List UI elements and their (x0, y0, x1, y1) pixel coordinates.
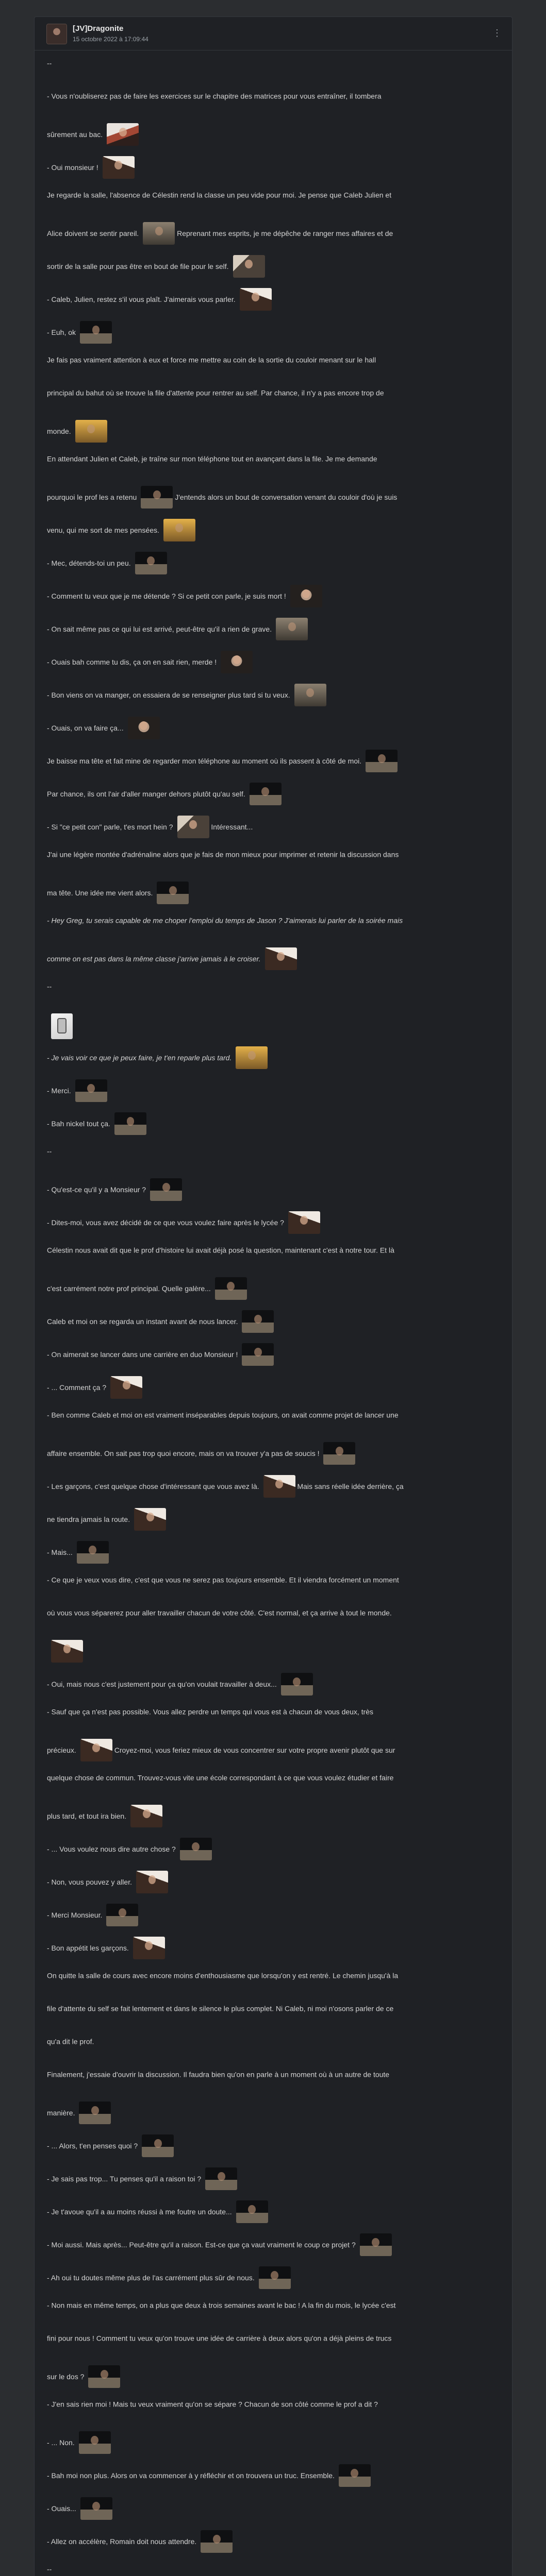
post-line-text: - Dites-moi, vous avez décidé de ce que vous voulez faire après le lycée ? (47, 1218, 284, 1227)
post-line (47, 2003, 500, 2013)
post-line-text: Je regarde la salle, l'absence de Célestin rend la classe un peu vide pour moi. Je pense que Caleb Julien et (47, 191, 392, 199)
post-line-text: précieux. (47, 1746, 76, 1754)
post-line (47, 1739, 500, 1761)
post-line-text: - Si "ce petit con" parle, t'es mort hein ? (47, 823, 173, 831)
post-line (47, 585, 500, 607)
post-line-text: - Merci. (47, 1087, 71, 1095)
post-line (47, 1310, 500, 1333)
post-line-text: - Ce que je veux vous dire, c'est que vous ne serez pas toujours ensemble. Et il viendra forcément un moment (47, 1575, 399, 1584)
post-line-text: - Non mais en même temps, on a plus que deux à trois semaines avant le bac ! A la fin du mois, le lycée c'est (47, 2301, 396, 2310)
post-line-text: où vous vous séparerez pour aller travailler chacun de votre côté. C'est normal, et ça arrive à tout le monde. (47, 1608, 392, 1617)
reaction-sticker-icon (215, 1277, 247, 1300)
post-header (35, 17, 512, 50)
post-line-text: - Caleb, Julien, restez s'il vous plaît. J'aimerais vous parler. (47, 295, 236, 303)
post-line-text: pourquoi le prof les a retenu (47, 493, 137, 501)
post-line (47, 519, 500, 541)
post-line-text: - Les garçons, c'est quelque chose d'intéressant que vous avez là. (47, 1482, 259, 1490)
post-line (47, 1145, 500, 1156)
post-line (47, 1937, 500, 1959)
post-line (47, 387, 500, 398)
reaction-sticker-icon (240, 288, 272, 311)
reaction-sticker-icon (135, 552, 167, 574)
reaction-sticker-icon (242, 1343, 274, 1366)
post-line-text: file d'attente du self se fait lentement et dans le silence le plus complet. Ni Caleb, ni moi n'osons parler de ce (47, 2004, 394, 2013)
reaction-sticker-icon (88, 2365, 120, 2388)
post-line-text: fini pour nous ! Comment tu veux qu'on trouve une idée de carrière à deux alors qu'on a déjà pleins de trucs (47, 2334, 392, 2343)
post-line-text: - Ouais, on va faire ça... (47, 724, 124, 732)
reaction-sticker-icon (79, 2431, 111, 2454)
post-line (47, 980, 500, 991)
post-line (47, 1673, 500, 1696)
reaction-sticker-icon (142, 2134, 174, 2157)
post-date: 15 octobre 2022 à 17:09:44 (73, 36, 148, 43)
reaction-sticker-icon (288, 1211, 320, 1234)
post-line (47, 189, 500, 200)
post-line-text: - Je vais voir ce que je peux faire, je t'en reparle plus tard. (47, 1054, 232, 1062)
reaction-sticker-icon (163, 519, 195, 541)
post-line-text: - Ben comme Caleb et moi on est vraiment inséparables depuis toujours, on avait comme projet de lancer une (47, 1411, 399, 1419)
post-line (47, 750, 500, 772)
post-line (47, 2134, 500, 2157)
post-body (47, 50, 500, 2576)
post-line (47, 486, 500, 509)
post-line (47, 1805, 500, 1827)
post-line (47, 1376, 500, 1399)
post-line (47, 1904, 500, 1926)
reaction-sticker-icon (130, 1805, 162, 1827)
reaction-sticker-icon (75, 420, 107, 443)
post-line-text: qu'a dit le prof. (47, 2037, 94, 2046)
post-line-text-continued: Intéressant... (209, 823, 253, 831)
post-line-text: - ... Alors, t'en penses quoi ? (47, 2142, 138, 2150)
reaction-sticker-icon (80, 321, 112, 344)
post-line (47, 2036, 500, 2046)
post-line-text: - ... Non. (47, 2438, 75, 2447)
post-line-text: sortir de la salle pour pas être en bout de file pour le self. (47, 262, 229, 270)
reaction-sticker-icon (143, 222, 175, 245)
post-line (47, 816, 500, 838)
post-line-text: Alice doivent se sentir pareil. (47, 229, 139, 238)
post-line-text: Je baisse ma tête et fait mine de regarder mon téléphone au moment où ils passent à côté de moi. (47, 757, 362, 765)
post-line-text: principal du bahut où se trouve la file d'attente pour rentrer au self. Par chance, il n'y a pas encore trop de (47, 388, 384, 397)
post-line (47, 2299, 500, 2310)
post-line (47, 717, 500, 739)
post-line-text: - Je t'avoue qu'il a au moins réussi à me foutre un doute... (47, 2208, 232, 2216)
post-line (47, 947, 500, 970)
post-line-text: sur le dos ? (47, 2372, 85, 2381)
post-line-text: - Euh, ok (47, 328, 76, 336)
reaction-sticker-icon (259, 2266, 291, 2289)
post-line (47, 783, 500, 805)
post-line-text: - Je sais pas trop... Tu penses qu'il a raison toi ? (47, 2175, 202, 2183)
reaction-sticker-icon (294, 684, 326, 706)
post-line (47, 321, 500, 344)
post-line-text-continued: Croyez-moi, vous feriez mieux de vous concentrer sur votre propre avenir plutôt que sur (112, 1746, 395, 1754)
post-line-text: - Mais... (47, 1548, 73, 1556)
post-line-text: - Oui monsieur ! (47, 163, 98, 172)
post-line-text-continued: Mais sans réelle idée derrière, ça (295, 1482, 404, 1490)
post-line (47, 618, 500, 640)
reaction-sticker-icon (51, 1640, 83, 1663)
reaction-sticker-icon (250, 783, 282, 805)
post-line-text: - Hey Greg, tu serais capable de me choper l'emploi du temps de Jason ? J'aimerais lui parler de la soirée mais (47, 916, 403, 925)
post-line (47, 2332, 500, 2343)
post-line (47, 2398, 500, 2409)
post-line-text: Célestin nous avait dit que le prof d'histoire lui avait déjà posé la question, maintenant c'est à notre tour. Et là (47, 1246, 394, 1255)
post-line-text: - On aimerait se lancer dans une carrière en duo Monsieur ! (47, 1350, 238, 1359)
reaction-sticker-icon (177, 816, 209, 838)
post-line (47, 1772, 500, 1783)
reaction-sticker-icon (75, 1079, 107, 1102)
reaction-sticker-icon (114, 1112, 146, 1135)
author-avatar[interactable] (47, 24, 67, 44)
post-line-text: - Vous n'oubliserez pas de faire les exercices sur le chapitre des matrices pour vous entraîner, il tombera (47, 92, 382, 100)
post-line (47, 90, 500, 101)
post-line-text: En attendant Julien et Caleb, je traîne sur mon téléphone tout en avançant dans la file. Je me demande (47, 454, 377, 463)
reaction-sticker-icon (233, 255, 265, 278)
reaction-sticker-icon (141, 486, 173, 509)
post-line-text: - J'en sais rien moi ! Mais tu veux vraiment qu'on se sépare ? Chacun de son côté comme le prof a dit ? (47, 2400, 378, 2409)
post-line (47, 1574, 500, 1585)
reaction-sticker-icon (80, 2497, 112, 2520)
post-line-text: affaire ensemble. On sait pas trop quoi encore, mais on va trouver y'a pas de soucis ! (47, 1449, 320, 1458)
post-line (47, 420, 500, 443)
post-line-text: ne tiendra jamais la route. (47, 1515, 130, 1523)
post-line-text: - Bah nickel tout ça. (47, 1120, 110, 1128)
post-line (47, 2069, 500, 2079)
post-line (47, 2530, 500, 2553)
reaction-sticker-icon (79, 2102, 111, 2124)
post-line (47, 1211, 500, 1234)
post-line (47, 2167, 500, 2190)
reaction-sticker-icon (77, 1541, 109, 1564)
post-line-text: manière. (47, 2109, 75, 2117)
post-line-text: quelque chose de commun. Trouvez-vous vite une école correspondant à ce que vous voulez étudier et faire (47, 1773, 394, 1782)
post-line-text: - Comment tu veux que je me détende ? Si ce petit con parle, je suis mort ! (47, 592, 286, 600)
reaction-sticker-icon (180, 1838, 212, 1860)
phone-sticker-icon (51, 1013, 73, 1039)
reaction-sticker-icon (276, 618, 308, 640)
post-line-text: - ... Vous voulez nous dire autre chose ? (47, 1845, 176, 1853)
post-line (47, 2464, 500, 2487)
reaction-sticker-icon (366, 750, 398, 772)
post-line (47, 1871, 500, 1893)
post-line-text: - Mec, détends-toi un peu. (47, 559, 131, 567)
post-line-text: ma tête. Une idée me vient alors. (47, 889, 153, 897)
forum-post (34, 16, 512, 2576)
post-line (47, 1244, 500, 1255)
post-line (47, 849, 500, 859)
post-line-text: -- (47, 982, 52, 991)
post-line-text-continued: J'entends alors un bout de conversation venant du couloir d'où je suis (173, 493, 398, 501)
reaction-sticker-icon (323, 1442, 355, 1465)
post-line (47, 552, 500, 574)
post-line (47, 1277, 500, 1300)
reaction-sticker-icon (110, 1376, 142, 1399)
post-line (47, 1112, 500, 1135)
post-line-text: Je fais pas vraiment attention à eux et force me mettre au coin de la sortie du couloir menant sur le hall (47, 355, 376, 364)
reaction-sticker-icon (157, 882, 189, 904)
post-line-text: - Sauf que ça n'est pas possible. Vous allez perdre un temps qui vous est à chacun de vous deux, très (47, 1707, 374, 1716)
post-line-text: - Merci Monsieur. (47, 1911, 103, 1919)
post-menu-icon[interactable]: ⋮ (492, 28, 502, 38)
reaction-sticker-icon (236, 1046, 268, 1069)
post-line (47, 651, 500, 673)
post-line (47, 2563, 500, 2574)
post-line-text: - Bon viens on va manger, on essaiera de se renseigner plus tard si tu veux. (47, 691, 290, 699)
post-line-text: - On sait même pas ce qui lui est arrivé, peut-être qu'il a rien de grave. (47, 625, 272, 633)
reaction-sticker-icon (107, 123, 139, 146)
post-line (47, 684, 500, 706)
post-line (47, 1640, 500, 1663)
reaction-sticker-icon (80, 1739, 112, 1761)
reaction-sticker-icon (290, 585, 322, 607)
reaction-sticker-icon (236, 2200, 268, 2223)
post-line-text: J'ai une légère montée d'adrénaline alors que je fais de mon mieux pour imprimer et retenir la discussion dans (47, 850, 399, 859)
reaction-sticker-icon (134, 1508, 166, 1531)
post-line-text: On quitte la salle de cours avec encore moins d'enthousiasme que lorsqu'on y est rentré. Le chemin jusqu'à la (47, 1971, 399, 1980)
post-line-text: - Oui, mais nous c'est justement pour ça qu'on voulait travailler à deux... (47, 1680, 277, 1688)
reaction-sticker-icon (136, 1871, 168, 1893)
post-line-text: -- (47, 1147, 52, 1156)
post-line (47, 1607, 500, 1618)
post-line (47, 1541, 500, 1564)
reaction-sticker-icon (281, 1673, 313, 1696)
post-line (47, 1079, 500, 1102)
post-line (47, 2233, 500, 2256)
post-line (47, 123, 500, 146)
post-line (47, 57, 500, 68)
post-line-text: comme on est pas dans la même classe j'arrive jamais à le croiser. (47, 955, 261, 963)
post-line-text: c'est carrément notre prof principal. Quelle galère... (47, 1284, 211, 1293)
post-line (47, 1970, 500, 1980)
reaction-sticker-icon (205, 2167, 237, 2190)
reaction-sticker-icon (103, 156, 135, 179)
post-line-text: - Moi aussi. Mais après... Peut-être qu'il a raison. Est-ce que ça vaut vraiment le coup ce projet ? (47, 2241, 356, 2249)
post-line-text: monde. (47, 427, 71, 435)
post-line-text: - Qu'est-ce qu'il y a Monsieur ? (47, 1185, 146, 1194)
reaction-sticker-icon (263, 1475, 295, 1498)
post-line-text: -- (47, 2565, 52, 2573)
post-line (47, 354, 500, 365)
post-line-text-continued: Reprenant mes esprits, je me dépêche de ranger mes affaires et de (175, 229, 393, 238)
post-line (47, 1013, 500, 1039)
reaction-sticker-icon (242, 1310, 274, 1333)
reaction-sticker-icon (265, 947, 297, 970)
post-line (47, 1343, 500, 1366)
author-name[interactable]: [JV]Dragonite (73, 24, 124, 33)
post-line (47, 2266, 500, 2289)
post-line-text: -- (47, 59, 52, 67)
reaction-sticker-icon (221, 651, 253, 673)
post-line-text: - Ah oui tu doutes même plus de l'as carrément plus sûr de nous. (47, 2274, 255, 2282)
post-line-text: sûrement au bac. (47, 130, 103, 139)
reaction-sticker-icon (128, 717, 160, 739)
post-line-text: - ... Comment ça ? (47, 1383, 107, 1392)
post-line (47, 914, 500, 925)
post-line (47, 1838, 500, 1860)
post-line (47, 255, 500, 278)
post-line (47, 1409, 500, 1420)
reaction-sticker-icon (150, 1178, 182, 1201)
post-line-text: - Bah moi non plus. Alors on va commencer à y réfléchir et on trouvera un truc. Ensemble. (47, 2471, 335, 2480)
post-line (47, 453, 500, 464)
post-line-text: Finalement, j'essaie d'ouvrir la discussion. Il faudra bien qu'on en parle à un moment où à un autre de toute (47, 2070, 390, 2079)
post-line-text: venu, qui me sort de mes pensées. (47, 526, 159, 534)
post-line (47, 1046, 500, 1069)
post-line (47, 2365, 500, 2388)
post-line (47, 2200, 500, 2223)
post-line (47, 2431, 500, 2454)
post-line (47, 2102, 500, 2124)
reaction-sticker-icon (106, 1904, 138, 1926)
reaction-sticker-icon (360, 2233, 392, 2256)
reaction-sticker-icon (133, 1937, 165, 1959)
post-line-text: - Allez on accélère, Romain doit nous attendre. (47, 2537, 197, 2546)
reaction-sticker-icon (201, 2530, 233, 2553)
post-line (47, 1475, 500, 1498)
reaction-sticker-icon (339, 2464, 371, 2487)
post-line (47, 882, 500, 904)
post-line-text: Par chance, ils ont l'air d'aller manger dehors plutôt qu'au self. (47, 790, 245, 798)
post-line (47, 1178, 500, 1201)
post-line-text: - Non, vous pouvez y aller. (47, 1878, 132, 1886)
post-line-text: - Ouais... (47, 2504, 76, 2513)
post-line-text: - Ouais bah comme tu dis, ça on en sait rien, merde ! (47, 658, 217, 666)
post-line (47, 222, 500, 245)
post-line-text: plus tard, et tout ira bien. (47, 1812, 127, 1820)
post-line (47, 2497, 500, 2520)
post-line (47, 1442, 500, 1465)
post-line-text: - Bon appétit les garçons. (47, 1944, 129, 1952)
post-line (47, 1706, 500, 1717)
post-line-text: Caleb et moi on se regarda un instant avant de nous lancer. (47, 1317, 238, 1326)
post-line (47, 156, 500, 179)
post-line (47, 1508, 500, 1531)
post-line (47, 288, 500, 311)
